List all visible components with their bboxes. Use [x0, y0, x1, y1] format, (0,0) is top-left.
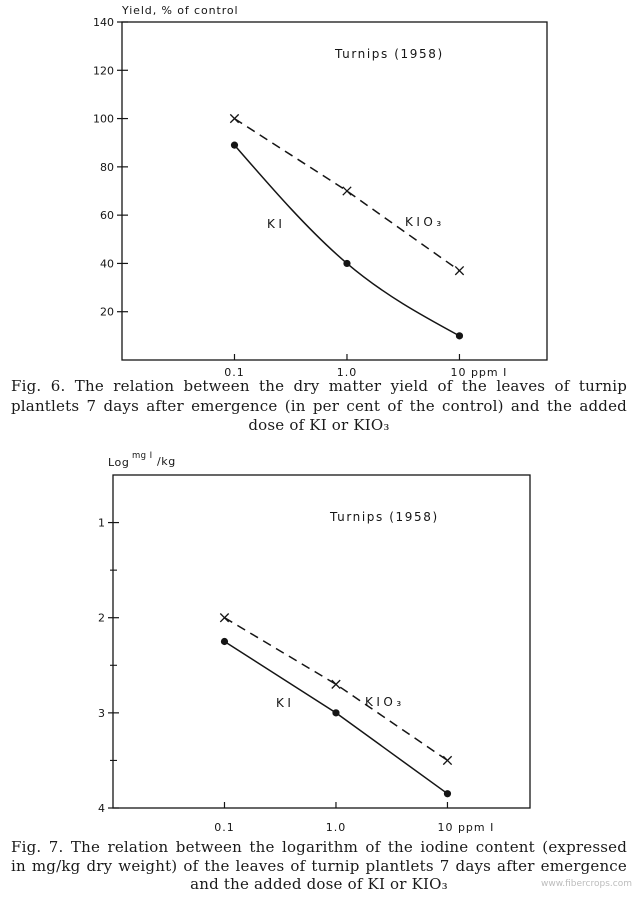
- x-tick-label: 0.1: [214, 821, 235, 834]
- y-tick-label: 20: [100, 305, 114, 319]
- y-tick-label: 60: [100, 209, 114, 223]
- x-tick-label: 1.0: [336, 366, 358, 379]
- x-tick-label: 0.1: [224, 366, 245, 379]
- caption-line: Fig. 7. The relation between the logarithm of the iodine content (expressed: [11, 838, 627, 856]
- y-axis-label: Yield, % of control: [122, 4, 239, 17]
- fig7-chart: [98, 451, 530, 834]
- y-tick-label: 40: [100, 257, 114, 271]
- kio3-point: [443, 756, 451, 764]
- y-axis-label-main: Log: [108, 456, 130, 469]
- chart-title: Turnips (1958): [335, 47, 444, 61]
- y-axis-label-unit: /kg: [157, 455, 176, 468]
- kio3-line: [225, 618, 448, 761]
- y-tick-label: 140: [93, 16, 114, 29]
- fig6-chart: [93, 4, 547, 379]
- caption-line: dose of KI or KIO₃: [248, 416, 390, 434]
- ki-point: [332, 709, 339, 716]
- kio3-point: [343, 187, 351, 195]
- kio3-series-label: KIO₃: [405, 215, 445, 229]
- kio3-point: [230, 114, 238, 122]
- x-tick-label: 10 ppm I: [437, 821, 495, 834]
- ki-point: [456, 332, 463, 339]
- ki-line: [235, 145, 460, 336]
- y-tick-label: 2: [98, 611, 105, 625]
- kio3-point: [332, 680, 340, 688]
- y-tick-label: 3: [98, 706, 105, 720]
- caption-line: in mg/kg dry weight) of the leaves of turnip plantlets 7 days after emergence: [11, 856, 627, 875]
- y-tick-label: 1: [98, 516, 105, 530]
- x-tick-label: 10 ppm I: [450, 366, 508, 379]
- caption-line: Fig. 6. The relation between the dry matter yield of the leaves of turnip: [11, 377, 627, 395]
- fig7-caption: [11, 838, 627, 894]
- y-tick-label: 4: [98, 802, 105, 815]
- plot-frame: [113, 475, 530, 808]
- ki-point: [444, 790, 451, 797]
- y-tick-label: 120: [93, 64, 114, 78]
- kio3-point: [455, 266, 463, 274]
- ki-point: [221, 638, 228, 645]
- ki-series-label: KI: [267, 217, 286, 231]
- caption-line: plantlets 7 days after emergence (in per cent of the control) and the added: [11, 396, 627, 415]
- fig6-caption: [11, 377, 627, 436]
- ki-series-label: KI: [276, 696, 295, 710]
- kio3-line: [235, 119, 460, 271]
- ki-point: [231, 142, 238, 149]
- x-tick-label: 1.0: [325, 821, 347, 834]
- kio3-series-label: KIO₃: [365, 695, 405, 709]
- chart-title: Turnips (1958): [330, 510, 439, 524]
- caption-line: and the added dose of KI or KIO₃: [190, 875, 448, 893]
- y-tick-label: 80: [100, 160, 114, 174]
- watermark: www.fibercrops.com: [541, 879, 632, 889]
- y-axis-label-superscript: mg I: [132, 451, 153, 461]
- y-tick-label: 100: [93, 112, 114, 126]
- plot-frame: [122, 22, 547, 360]
- ki-point: [343, 260, 350, 267]
- ki-line: [225, 642, 448, 794]
- kio3-point: [220, 614, 228, 622]
